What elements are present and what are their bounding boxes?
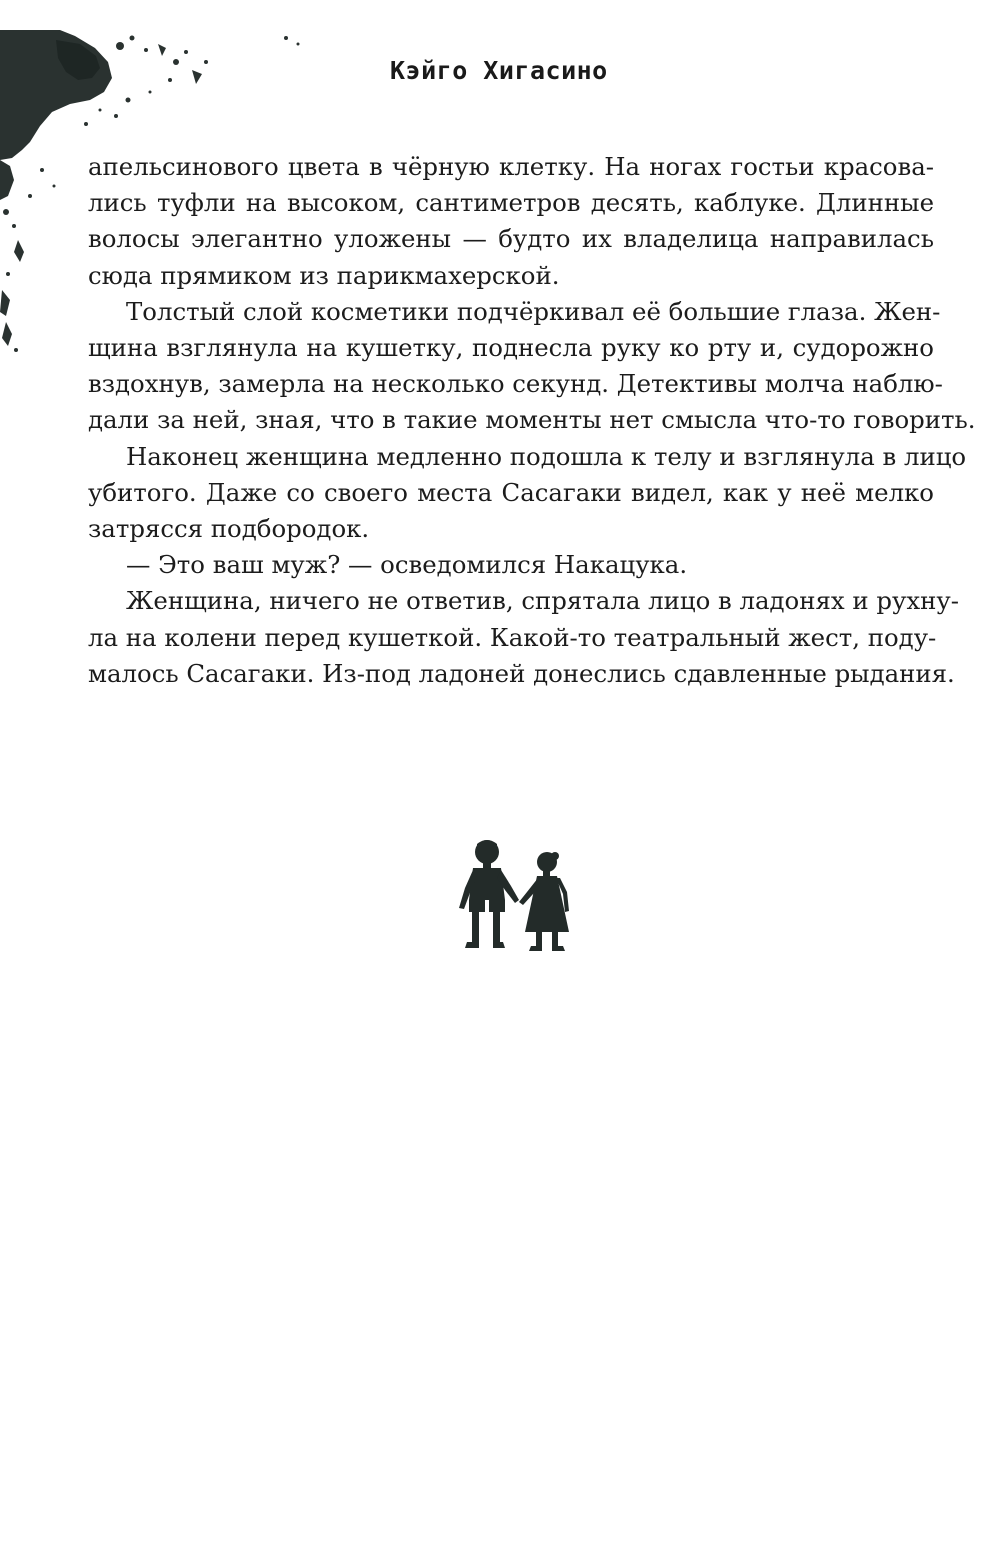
text-line: Женщина, ничего не ответив, спрятала лицо в ладонях и рухну-	[126, 586, 959, 616]
children-holding-hands-icon	[455, 832, 573, 954]
text-line: лись туфли на высоком, сантиметров десять, каблуке. Длинные	[88, 188, 934, 218]
paragraph	[88, 583, 959, 692]
paragraph	[88, 547, 934, 583]
text-line: ла на колени перед кушеткой. Какой-то театральный жест, поду-	[88, 622, 937, 652]
text-line: Толстый слой косметики подчёркивал её большие глаза. Жен-	[126, 296, 941, 326]
running-header: Кэйго Хигасино	[390, 56, 608, 85]
text-line: убитого. Даже со своего места Сасагаки видел, как у неё мелко	[88, 477, 934, 507]
text-line: дали за ней, зная, что в такие моменты нет смысла что-то говорить.	[88, 405, 976, 435]
text-line: вздохнув, замерла на несколько секунд. Детективы молча наблю-	[88, 369, 943, 399]
paragraph	[88, 149, 934, 294]
body-text	[88, 149, 976, 692]
paragraph	[88, 439, 967, 548]
text-line: апельсинового цвета в чёрную клетку. На ногах гостьи красова-	[88, 152, 934, 181]
text-line: сюда прямиком из парикмахерской.	[88, 260, 560, 290]
text-line: — Это ваш муж? — осведомился Накацука.	[126, 550, 688, 580]
paragraph	[88, 294, 976, 439]
text-line: щина взглянула на кушетку, поднесла руку ко рту и, судорожно	[88, 333, 934, 363]
text-line: затрясся подбородок.	[88, 514, 370, 544]
text-line: волосы элегантно уложены — будто их владелица направилась	[88, 224, 934, 254]
text-line: малось Сасагаки. Из-под ладоней донеслись сдавленные рыдания.	[88, 658, 955, 688]
text-line: Наконец женщина медленно подошла к телу и взглянула в лицо	[126, 441, 967, 471]
